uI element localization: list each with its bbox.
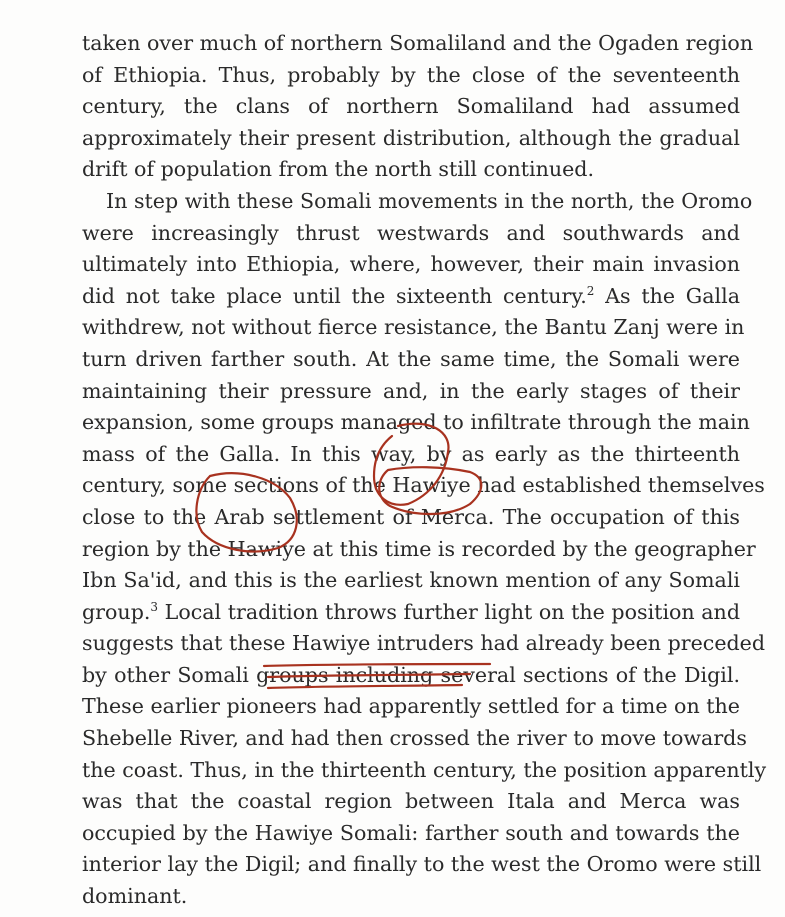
footnote-marker: 2 [586, 283, 595, 298]
text-line: occupied by the Hawiye Somali: farther south and towards the [82, 820, 740, 845]
body-text [82, 28, 767, 913]
text-line: of Ethiopia. Thus, probably by the close of the seventeenth [82, 62, 740, 87]
text-line: mass of the Galla. In this way, by as early as the thirteenth [82, 441, 740, 466]
text-line: interior lay the Digil; and finally to the west the Oromo were still [82, 852, 762, 877]
text-line: by other Somali groups including several sections of the Digil. [82, 662, 740, 687]
text-line: drift of population from the north still continued. [82, 157, 595, 182]
text-line: Ibn Sa'id, and this is the earliest known mention of any Somali [82, 568, 740, 593]
text-line: taken over much of northern Somaliland and the Ogaden region [82, 31, 754, 55]
text-line: expansion, some groups managed to infiltrate through the main [82, 410, 750, 435]
text-line: century, the clans of northern Somaliland had assumed [82, 94, 740, 119]
text-line: ultimately into Ethiopia, where, however, their main invasion [82, 252, 740, 277]
footnote-marker: 3 [150, 599, 159, 614]
text-line: the coast. Thus, in the thirteenth century, the position apparently [82, 757, 767, 782]
text-line: Shebelle River, and had then crossed the river to move towards [82, 726, 747, 751]
text-line: suggests that these Hawiye intruders had already been preceded [82, 631, 766, 656]
text-line: were increasingly thrust westwards and southwards and [82, 220, 740, 245]
text-line: withdrew, not without fierce resistance, the Bantu Zanj were in [82, 315, 745, 340]
text-line: These earlier pioneers had apparently settled for a time on the [82, 694, 740, 719]
text-line: maintaining their pressure and, in the early stages of their [82, 378, 740, 403]
text-line: was that the coastal region between Itala and Merca was [82, 789, 740, 814]
text-line: did not take place until the sixteenth century.$^2$ As the Galla [82, 283, 740, 308]
text-line: close to the Arab settlement of Merca. The occupation of this [82, 504, 740, 529]
paragraph-start-line: In step with these Somali movements in the north, the Oromo [106, 188, 753, 213]
text-line: turn driven farther south. At the same time, the Somali were [82, 346, 740, 371]
text-line: approximately their present distribution, although the gradual [82, 125, 740, 150]
text-line: group.$^3$ Local tradition throws further light on the position and [82, 599, 740, 624]
text-line: century, some sections of the Hawiye had established themselves [82, 473, 765, 498]
text-line: region by the Hawiye at this time is recorded by the geographer [82, 536, 756, 561]
text-line: dominant. [82, 884, 188, 909]
